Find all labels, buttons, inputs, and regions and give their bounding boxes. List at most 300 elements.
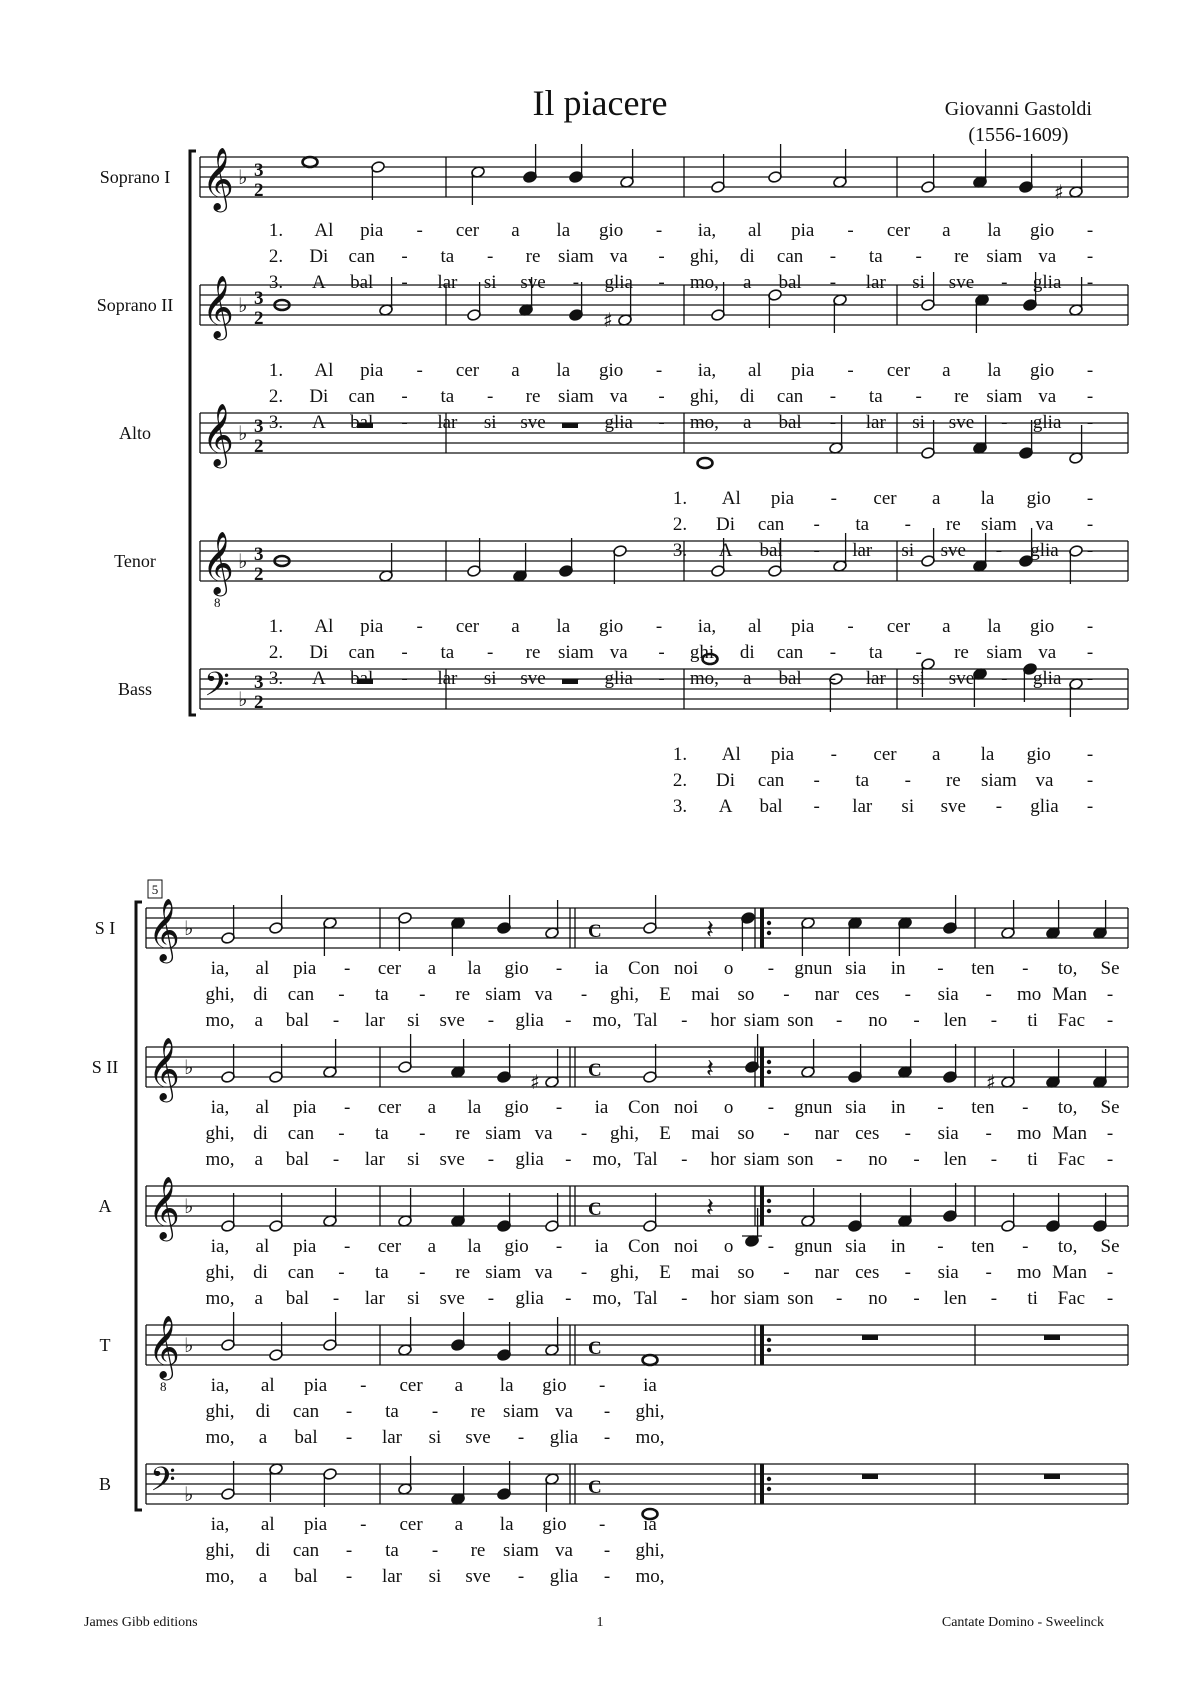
lyric-line-syllable: - <box>416 616 423 637</box>
lyric-line-syllable: - <box>565 1288 572 1309</box>
lyric-line-syllable: gio <box>599 220 624 241</box>
lyric-line-syllable: - <box>990 1010 998 1031</box>
time-signature-top: 3 <box>254 160 264 181</box>
lyric-line-syllable: - <box>985 1123 992 1144</box>
lyric-line-syllable: a <box>743 668 752 689</box>
lyric-line-syllable: - <box>603 1540 611 1561</box>
lyric-line-syllable: si <box>483 668 497 689</box>
lyric-line-syllable: son <box>787 1149 814 1170</box>
lyric-line-syllable: - <box>565 1010 572 1031</box>
lyric-line-syllable: 2. <box>672 770 688 791</box>
lyric-line-syllable: ta <box>855 770 870 791</box>
lyric-line-syllable: a <box>511 360 520 381</box>
lyric-line-syllable: - <box>487 386 494 407</box>
lyric-line-syllable: - <box>343 1097 351 1118</box>
lyric-line-syllable: pia <box>293 1097 317 1118</box>
lyric-line-syllable: can <box>292 1401 320 1422</box>
lyric-line-syllable: - <box>1086 668 1094 689</box>
repeat-dot <box>767 1348 771 1352</box>
lyric-line-syllable: bal <box>350 668 374 689</box>
lyric-line-syllable: bal <box>778 668 802 689</box>
lyric-line-syllable: so <box>737 1262 755 1283</box>
lyric-line-syllable: lar <box>364 1149 385 1170</box>
bass-clef-icon: 𝄢 <box>204 666 230 712</box>
lyric-line-syllable: Al <box>721 488 741 509</box>
lyric-line-syllable: - <box>1022 958 1029 979</box>
lyric-line-syllable: Con <box>627 958 660 979</box>
lyric-line-syllable: Se <box>1100 1097 1120 1118</box>
key-flat-icon: ♭ <box>238 293 248 317</box>
lyric-line-syllable: ta <box>374 1262 389 1283</box>
lyric-line-syllable: nar <box>814 1262 839 1283</box>
lyric-line-syllable: si <box>428 1566 442 1587</box>
lyric-line-syllable: re <box>470 1540 486 1561</box>
lyric-line-syllable: bal <box>759 796 783 817</box>
lyric-line-syllable: Se <box>1100 958 1120 979</box>
lyric-line-syllable: Tal <box>633 1010 658 1031</box>
common-time-icon: C <box>588 1338 602 1359</box>
lyric-line-syllable: 2. <box>268 642 284 663</box>
lyric-line-syllable: mo, <box>689 272 719 293</box>
lyric-line-syllable: lar <box>437 412 458 433</box>
lyric-line-syllable: si <box>912 412 925 433</box>
lyric-line-syllable: sve <box>948 668 975 689</box>
lyric-line-syllable: a <box>511 220 520 241</box>
lyric-line-syllable: a <box>942 360 951 381</box>
lyric-line-syllable: lar <box>865 668 886 689</box>
lyric-line-syllable: - <box>915 642 922 663</box>
lyric-line-syllable: gio <box>504 958 529 979</box>
lyric-line-syllable: - <box>681 1288 688 1309</box>
lyric-line-syllable: cer <box>377 1097 402 1118</box>
lyric-line-syllable: di <box>255 1540 271 1561</box>
lyric-line-syllable: mo, <box>205 1566 235 1587</box>
lyric-line-syllable: - <box>813 770 820 791</box>
lyric-line-syllable: re <box>525 642 541 663</box>
lyric-line-syllable: ta <box>868 246 883 267</box>
lyric-line-syllable: - <box>681 1010 688 1031</box>
lyric-line-syllable: ia, <box>697 616 717 637</box>
key-flat-icon: ♭ <box>184 1333 194 1357</box>
lyric-line-syllable: - <box>835 1010 843 1031</box>
lyric-line-syllable: va <box>1035 514 1054 535</box>
lyric-line-syllable: in <box>890 1236 906 1257</box>
quarter-rest-icon: 𝄽 <box>706 915 714 945</box>
repeat-dot <box>767 1070 771 1074</box>
lyric-line-syllable: - <box>913 1149 920 1170</box>
lyric-line-syllable: mai <box>691 984 720 1005</box>
lyric-line-syllable: bal <box>285 1010 310 1031</box>
lyric-line-syllable: bal <box>778 412 802 433</box>
lyric-line-syllable: siam <box>980 770 1017 791</box>
lyric-line-syllable: sve <box>520 412 546 433</box>
lyric-line-syllable: ghi, <box>610 1262 640 1283</box>
lyric-line-syllable: - <box>1001 272 1008 293</box>
lyric-line-syllable: - <box>401 246 408 267</box>
lyric-line-syllable: to, <box>1057 1097 1078 1118</box>
lyric-line-syllable: la <box>467 958 482 979</box>
lyric-line-syllable: len <box>943 1149 967 1170</box>
lyric-line-syllable: - <box>580 1123 588 1144</box>
lyric-line-syllable: glia <box>1032 272 1062 293</box>
lyric-line-syllable: ghi, <box>689 246 719 267</box>
part-label: S II <box>91 1057 119 1077</box>
lyric-line-syllable: - <box>813 540 820 561</box>
whole-rest-icon <box>1044 1335 1060 1340</box>
lyric-line-syllable: - <box>783 1262 790 1283</box>
time-signature-bottom: 2 <box>254 180 264 201</box>
lyric-line-syllable: mo, <box>205 1427 235 1448</box>
lyric-line-syllable: siam <box>986 642 1023 663</box>
note <box>698 458 713 468</box>
lyric-line-syllable: - <box>487 246 494 267</box>
lyric-line-syllable: di <box>253 1262 268 1283</box>
treble-clef-icon: 𝄞 <box>148 898 180 961</box>
repeat-dot <box>767 1487 771 1491</box>
lyric-line-syllable: ghi, <box>205 1540 235 1561</box>
lyric-line-syllable: can <box>287 1123 315 1144</box>
lyric-line-syllable: si <box>407 1149 420 1170</box>
part-label: Bass <box>117 679 153 699</box>
lyric-line-syllable: - <box>1086 540 1094 561</box>
lyric-line-syllable: ta <box>440 386 455 407</box>
lyric-line-syllable: la <box>499 1514 514 1535</box>
lyric-line-syllable: - <box>419 984 426 1005</box>
lyric-line-syllable: E <box>659 1123 671 1144</box>
lyric-line-syllable: gnun <box>794 1097 833 1118</box>
lyric-line-syllable: bal <box>759 540 783 561</box>
lyric-line-syllable: - <box>829 642 837 663</box>
lyric-line-syllable: mo, <box>635 1427 665 1448</box>
lyric-line-syllable: - <box>580 1262 588 1283</box>
lyric-line-syllable: al <box>255 1097 270 1118</box>
lyric-line-syllable: son <box>787 1288 814 1309</box>
whole-rest-icon <box>862 1335 878 1340</box>
time-signature-top: 3 <box>254 416 264 437</box>
lyric-line-syllable: ghi, <box>205 1262 235 1283</box>
lyric-line-syllable: siam <box>557 642 594 663</box>
lyric-line-syllable: - <box>681 1149 688 1170</box>
lyric-line-syllable: va <box>609 642 628 663</box>
lyric-line-syllable: mo, <box>635 1566 665 1587</box>
lyric-line-syllable: va <box>1038 642 1057 663</box>
lyric-line-syllable: ia, <box>210 1375 230 1396</box>
lyric-line-syllable: glia <box>604 272 633 293</box>
repeat-barline <box>760 1047 764 1087</box>
lyric-line-syllable: - <box>487 1149 495 1170</box>
lyric-line-syllable: - <box>431 1540 439 1561</box>
lyric-line-syllable: di <box>253 984 268 1005</box>
lyric-line-syllable: re <box>470 1401 486 1422</box>
repeat-dot <box>767 1338 771 1342</box>
lyric-line-syllable: gio <box>504 1236 529 1257</box>
lyric-line-syllable: Fac <box>1057 1010 1086 1031</box>
treble-clef-icon-octave-mark: 8 <box>214 595 221 610</box>
lyric-line-syllable: la <box>556 360 571 381</box>
lyric-line-syllable: - <box>416 220 423 241</box>
lyric-line-syllable: lar <box>865 412 886 433</box>
lyric-line-syllable: no <box>868 1010 888 1031</box>
quarter-rest-icon: 𝄽 <box>706 1193 714 1223</box>
lyric-line-syllable: - <box>332 1288 340 1309</box>
lyric-line-syllable: no <box>868 1149 888 1170</box>
lyric-line-syllable: - <box>332 1010 340 1031</box>
lyric-line-syllable: - <box>345 1566 353 1587</box>
lyric-line-syllable: - <box>835 1288 843 1309</box>
lyric-line-syllable: 2. <box>268 246 284 267</box>
lyric-line-syllable: ghi, <box>205 1123 235 1144</box>
lyric-line-syllable: siam <box>557 386 594 407</box>
lyric-line-syllable: - <box>835 1149 843 1170</box>
lyric-line-syllable: - <box>565 1149 572 1170</box>
lyric-line-syllable: al <box>260 1375 275 1396</box>
lyric-line-syllable: siam <box>980 514 1017 535</box>
lyric-line-syllable: - <box>401 272 408 293</box>
lyric-line-syllable: can <box>348 246 375 267</box>
lyric-line-syllable: gio <box>599 360 624 381</box>
lyric-line-syllable: cer <box>377 958 402 979</box>
part-label: Alto <box>118 423 152 443</box>
part-label: Soprano II <box>96 295 174 315</box>
repeat-dot <box>767 1209 771 1213</box>
lyric-line-syllable: hor <box>710 1288 736 1309</box>
time-signature-bottom: 2 <box>254 564 264 585</box>
lyric-line-syllable: a <box>743 272 752 293</box>
lyric-line-syllable: 3. <box>672 540 688 561</box>
lyric-line-syllable: siam <box>503 1401 539 1422</box>
lyric-line-syllable: - <box>555 958 563 979</box>
lyric-line-syllable: - <box>658 272 665 293</box>
whole-rest-icon <box>862 1474 878 1479</box>
lyric-line-syllable: cer <box>873 744 897 765</box>
lyric-line-syllable: - <box>990 1149 998 1170</box>
lyric-line-syllable: - <box>904 770 911 791</box>
lyric-line-syllable: si <box>912 272 925 293</box>
lyric-line-syllable: pia <box>770 744 795 765</box>
lyric-line-syllable: - <box>416 360 423 381</box>
lyric-line-syllable: a <box>942 220 951 241</box>
lyric-line-syllable: - <box>1106 1149 1114 1170</box>
lyric-line-syllable: va <box>1038 246 1057 267</box>
lyric-line-syllable: - <box>1022 1097 1029 1118</box>
lyric-line-syllable: A <box>718 796 733 817</box>
lyric-line-syllable: a <box>454 1514 464 1535</box>
lyric-line-syllable: gnun <box>794 1236 833 1257</box>
part-label: Soprano I <box>99 167 171 187</box>
lyric-line-syllable: nar <box>814 1123 839 1144</box>
lyric-line-syllable: sve <box>940 796 966 817</box>
lyric-line-syllable: no <box>868 1288 888 1309</box>
repeat-dot <box>767 1060 771 1064</box>
lyric-line-syllable: siam <box>485 1123 522 1144</box>
lyric-line-syllable: bal <box>350 412 374 433</box>
lyric-line-syllable: can <box>287 1262 315 1283</box>
lyric-line-syllable: 2. <box>672 514 688 535</box>
lyric-line-syllable: ti <box>1027 1288 1038 1309</box>
lyric-line-syllable: nar <box>814 984 839 1005</box>
lyric-line-syllable: - <box>1086 246 1094 267</box>
part-label: A <box>98 1196 112 1216</box>
lyric-line-syllable: pia <box>293 958 317 979</box>
lyric-line-syllable: A <box>718 540 733 561</box>
lyric-line-syllable: glia <box>515 1149 544 1170</box>
lyric-line-syllable: E <box>659 1262 671 1283</box>
footer-publisher: James Gibb editions <box>84 1615 198 1630</box>
lyric-line-syllable: siam <box>743 1010 780 1031</box>
lyric-line-syllable: siam <box>485 1262 522 1283</box>
lyric-line-syllable: ia, <box>697 360 717 381</box>
lyric-line-syllable: - <box>783 984 790 1005</box>
lyric-line-syllable: al <box>747 360 762 381</box>
lyric-line-syllable: E <box>659 984 671 1005</box>
lyric-line-syllable: - <box>813 514 820 535</box>
lyric-line-syllable: ces <box>855 1123 880 1144</box>
lyric-line-syllable: va <box>555 1540 573 1561</box>
time-signature-top: 3 <box>254 544 264 565</box>
lyric-line-syllable: - <box>1106 984 1114 1005</box>
lyric-line-syllable: - <box>603 1427 611 1448</box>
lyric-line-syllable: la <box>467 1236 482 1257</box>
lyric-line-syllable: sve <box>948 272 975 293</box>
lyric-line-syllable: - <box>517 1566 525 1587</box>
lyric-line-syllable: - <box>658 642 665 663</box>
key-flat-icon: ♭ <box>238 549 248 573</box>
lyric-line-syllable: siam <box>557 246 594 267</box>
lyric-line-syllable: - <box>338 1262 345 1283</box>
lyric-line-syllable: ghi, <box>689 642 719 663</box>
lyric-line-syllable: sia <box>845 1097 867 1118</box>
lyric-line-syllable: 1. <box>268 360 284 381</box>
lyric-line-syllable: mo, <box>205 1149 235 1170</box>
lyric-line-syllable: Di <box>309 386 329 407</box>
lyric-line-syllable: 1. <box>672 744 688 765</box>
lyric-line-syllable: - <box>655 220 663 241</box>
lyric-line-syllable: ten <box>971 1236 995 1257</box>
system-bracket <box>136 902 142 1510</box>
repeat-barline <box>760 1325 764 1365</box>
lyric-line-syllable: va <box>1038 386 1057 407</box>
lyric-line-syllable: cer <box>886 220 911 241</box>
lyric-line-syllable: pia <box>303 1375 328 1396</box>
lyric-line-syllable: mai <box>691 1262 720 1283</box>
lyric-line-syllable: ghi, <box>610 1123 640 1144</box>
lyric-line-syllable: - <box>1086 220 1094 241</box>
lyric-line-syllable: - <box>343 958 351 979</box>
common-time-icon: C <box>588 921 602 942</box>
lyric-line-syllable: - <box>985 1262 992 1283</box>
lyric-line-syllable: siam <box>986 246 1023 267</box>
lyric-line-syllable: - <box>1086 744 1094 765</box>
lyric-line-syllable: Man <box>1052 1123 1087 1144</box>
lyric-line-syllable: ces <box>855 1262 880 1283</box>
lyric-line-syllable: sia <box>845 1236 867 1257</box>
lyric-line-syllable: la <box>980 488 995 509</box>
lyric-line-syllable: siam <box>743 1149 780 1170</box>
lyric-line-syllable: - <box>937 1236 944 1257</box>
lyric-line-syllable: re <box>525 246 541 267</box>
lyric-line-syllable: - <box>1106 1010 1114 1031</box>
lyric-line-syllable: - <box>419 1262 426 1283</box>
lyric-line-syllable: 3. <box>672 796 688 817</box>
lyric-line-syllable: - <box>572 272 580 293</box>
lyric-line-syllable: si <box>483 272 497 293</box>
key-flat-icon: ♭ <box>184 1194 194 1218</box>
lyric-line-syllable: - <box>345 1401 353 1422</box>
lyric-line-syllable: lar <box>852 796 873 817</box>
lyric-line-syllable: a <box>942 616 951 637</box>
lyric-line-syllable: re <box>455 984 471 1005</box>
lyric-line-syllable: - <box>829 246 837 267</box>
lyric-line-syllable: - <box>904 984 911 1005</box>
lyric-line-syllable: - <box>1106 1288 1114 1309</box>
lyric-line-syllable: ces <box>855 984 880 1005</box>
lyric-line-syllable: - <box>332 1149 340 1170</box>
lyric-line-syllable: a <box>427 958 437 979</box>
lyric-line-syllable: - <box>555 1236 563 1257</box>
lyric-line-syllable: bal <box>350 272 374 293</box>
lyric-line-syllable: - <box>783 1123 790 1144</box>
lyric-line-syllable: o <box>723 1097 734 1118</box>
lyric-line-syllable: ta <box>855 514 870 535</box>
lyric-line-syllable: la <box>556 220 571 241</box>
lyric-line-syllable: ia <box>643 1514 657 1535</box>
lyric-line-syllable: a <box>254 1010 263 1031</box>
lyric-line-syllable: glia <box>549 1427 579 1448</box>
lyric-line-syllable: Se <box>1100 1236 1120 1257</box>
lyric-line-syllable: re <box>954 642 969 663</box>
lyric-line-syllable: - <box>767 1236 775 1257</box>
lyric-line-syllable: - <box>338 1123 345 1144</box>
lyric-line-syllable: - <box>360 1375 367 1396</box>
lyric-line-syllable: ghi, <box>635 1540 665 1561</box>
time-signature-bottom: 2 <box>254 308 264 329</box>
lyric-line-syllable: re <box>954 246 969 267</box>
lyric-line-syllable: can <box>757 514 785 535</box>
lyric-line-syllable: ia <box>643 1375 657 1396</box>
lyric-line-syllable: siam <box>986 386 1023 407</box>
lyric-line-syllable: sve <box>948 412 975 433</box>
lyric-line-syllable: si <box>912 668 925 689</box>
lyric-line-syllable: glia <box>549 1566 579 1587</box>
lyric-line-syllable: - <box>401 412 408 433</box>
lyric-line-syllable: Fac <box>1057 1288 1086 1309</box>
repeat-dot <box>767 921 771 925</box>
lyric-line-syllable: 1. <box>672 488 688 509</box>
lyric-line-syllable: glia <box>515 1010 544 1031</box>
lyric-line-syllable: gio <box>599 616 624 637</box>
lyric-line-syllable: ia <box>594 1236 609 1257</box>
treble-clef-icon: 𝄞 <box>202 147 234 210</box>
lyric-line-syllable: si <box>428 1427 442 1448</box>
lyric-line-syllable: - <box>829 386 837 407</box>
lyric-line-syllable: - <box>345 1427 353 1448</box>
lyric-line-syllable: cer <box>455 616 480 637</box>
lyric-line-syllable: - <box>419 1123 426 1144</box>
lyric-line-syllable: can <box>776 386 804 407</box>
lyric-line-syllable: - <box>580 984 588 1005</box>
lyric-line-syllable: re <box>525 386 541 407</box>
lyric-line-syllable: can <box>292 1540 320 1561</box>
time-signature-bottom: 2 <box>254 436 264 457</box>
lyric-line-syllable: pia <box>360 220 384 241</box>
common-time-icon: C <box>588 1060 602 1081</box>
lyric-line-syllable: va <box>609 386 628 407</box>
lyric-line-syllable: - <box>343 1236 351 1257</box>
lyric-line-syllable: gio <box>542 1375 567 1396</box>
lyric-line-syllable: cer <box>399 1375 423 1396</box>
lyric-line-syllable: - <box>1086 272 1094 293</box>
lyric-line-syllable: pia <box>360 616 384 637</box>
